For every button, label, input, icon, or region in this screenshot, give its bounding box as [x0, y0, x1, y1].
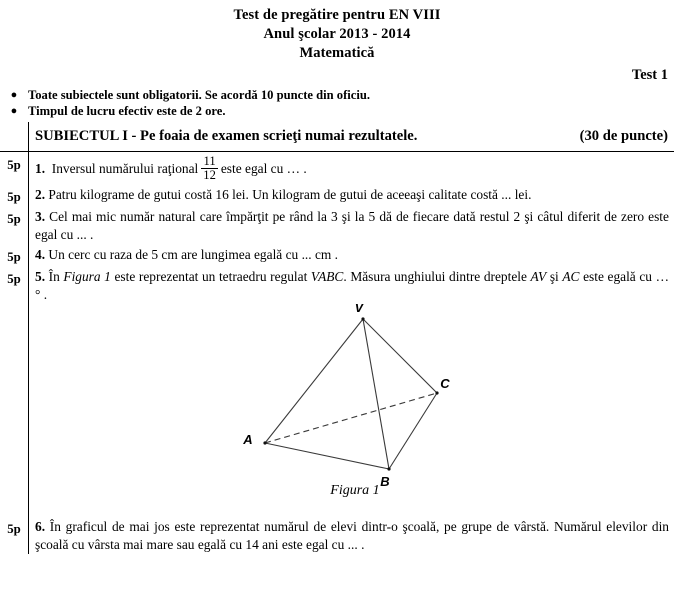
question-number-1: 1.	[35, 161, 46, 176]
vertical-rule	[28, 122, 29, 554]
question-row-2	[0, 184, 674, 206]
question-row-6	[0, 516, 674, 554]
bullet-icon: ●	[10, 105, 18, 117]
figure-points-spacer	[0, 304, 28, 306]
tetrahedron-edges	[265, 319, 437, 469]
subject-points: (30 de puncte)	[579, 128, 668, 144]
vertex-label-V: V	[354, 304, 364, 315]
edge-AB	[265, 443, 389, 469]
question-5-seg5: este egală cu …	[579, 269, 669, 284]
subject-label: SUBIECTUL I	[35, 128, 128, 144]
vertex-B	[387, 467, 390, 470]
figure-caption: Figura 1	[330, 483, 380, 498]
question-3-body: Cel mai mic număr natural care împărţit pe rând la 3 şi la 5 dă de fiecare dată restul 2 şi câtul diferit de zero este egal cu ... .	[35, 209, 669, 242]
question-number-4: 4.	[35, 247, 46, 262]
question-text-4	[28, 246, 674, 264]
tetrahedron-vertex-labels	[242, 304, 450, 489]
edge-AC	[265, 393, 437, 443]
question-text-5	[28, 268, 674, 304]
question-2-body: Patru kilograme de gutui costă 16 lei. Un kilogram de gutui de aceeaşi calitate costă ... lei.	[48, 187, 532, 202]
question-6-body: În graficul de mai jos este reprezentat numărul de elevi dintr-o şcoală, pe grupe de vârstă. Numărul elevilor din şcoală cu vârsta mai mare sau egală cu 14 ani este egal cu ... .	[35, 519, 669, 552]
fraction-11-12	[201, 155, 218, 182]
vertex-label-B: B	[380, 474, 390, 489]
subject-title	[35, 125, 417, 147]
vertex-A	[263, 441, 266, 444]
subject-points-spacer	[0, 122, 28, 124]
question-row-5	[0, 266, 674, 304]
instruction-item	[0, 103, 674, 119]
fraction-denominator: 12	[203, 168, 216, 183]
question-text-2	[28, 186, 674, 204]
edge-BC	[389, 393, 437, 469]
line-name-ac: AC	[562, 269, 580, 284]
question-points-1: 5p	[7, 158, 21, 172]
question-row-1	[0, 152, 674, 184]
question-number-5: 5.	[35, 269, 46, 284]
bullet-icon: ●	[10, 89, 18, 101]
question-4-body: Un cerc cu raza de 5 cm are lungimea egală cu ... cm .	[48, 247, 339, 262]
question-number-2: 2.	[35, 187, 46, 202]
question-row-4	[0, 244, 674, 266]
instructions-list	[0, 87, 674, 119]
vertex-V	[361, 317, 364, 320]
header-title-line-3: Matematică	[299, 45, 375, 61]
degree-symbol: °	[35, 287, 41, 302]
question-points-2: 5p	[7, 190, 21, 204]
document-header	[0, 0, 674, 63]
test-number: Test 1	[631, 67, 668, 83]
instruction-text: Timpul de lucru efectiv este de 2 ore.	[28, 104, 226, 118]
question-5-seg2: este reprezentat un tetraedru regulat	[110, 269, 311, 284]
question-5-seg3: . Măsura unghiului dintre dreptele	[343, 269, 531, 284]
solid-name: VABC	[310, 269, 344, 284]
vertex-label-C: C	[440, 376, 450, 391]
header-title-line-1: Test de pregătire pentru EN VIII	[233, 7, 441, 23]
question-points-5: 5p	[7, 272, 21, 286]
header-title-line-2: Anul şcolar 2013 - 2014	[263, 26, 411, 42]
vertex-C	[435, 391, 438, 394]
subject-description: Pe foaia de examen scrieţi numai rezultatele.	[140, 128, 418, 144]
question-1-text-before: Inversul numărului raţional	[51, 161, 199, 176]
instruction-item	[0, 87, 674, 103]
fraction-numerator: 11	[203, 154, 216, 169]
instruction-text: Toate subiectele sunt obligatorii. Se acordă 10 puncte din oficiu.	[28, 88, 371, 102]
question-1-text-after: este egal cu … .	[220, 161, 307, 176]
question-text-3	[28, 208, 674, 244]
edge-VA	[265, 319, 363, 443]
figure-reference: Figura 1	[63, 269, 111, 284]
vertex-label-A: A	[243, 432, 253, 447]
question-5-seg6: .	[40, 287, 48, 302]
subject-header-row	[0, 122, 674, 151]
question-5-seg4: şi	[546, 269, 563, 284]
question-points-4: 5p	[7, 250, 21, 264]
line-name-av: AV	[530, 269, 547, 284]
subject-dash: -	[127, 128, 141, 144]
question-text-1	[28, 154, 674, 184]
question-points-3: 5p	[7, 212, 21, 226]
exam-sheet	[0, 122, 674, 554]
question-number-3: 3.	[35, 209, 46, 224]
tetrahedron-diagram	[35, 304, 674, 504]
question-row-3	[0, 206, 674, 244]
question-points-6: 5p	[7, 522, 21, 536]
question-number-6: 6.	[35, 519, 46, 534]
question-text-6	[28, 518, 674, 554]
question-5-seg1: În	[48, 269, 64, 284]
figure-1	[35, 304, 674, 516]
figure-row	[0, 304, 674, 516]
